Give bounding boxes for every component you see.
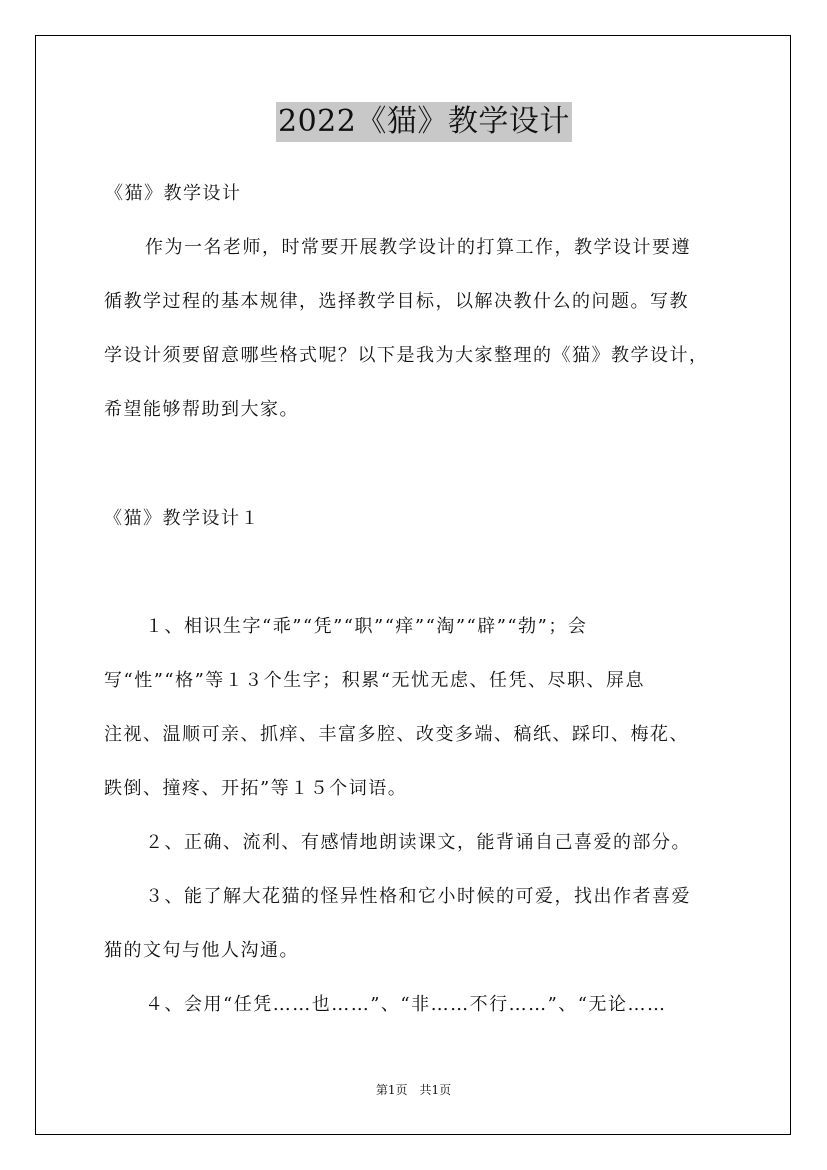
section-heading: 《猫》教学设计１ xyxy=(104,508,260,529)
objective-line: 跌倒、撞疼、开拓”等１５个词语。 xyxy=(104,778,408,799)
objective-line: 注视、温顺可亲、抓痒、丰富多腔、改变多端、稿纸、踩印、梅花、 xyxy=(104,724,689,745)
objective-line: 猫的文句与他人沟通。 xyxy=(104,940,299,961)
objective-line: ２、正确、流利、有感情地朗读课文，能背诵自己喜爱的部分。 xyxy=(145,832,691,853)
intro-line: 希望能够帮助到大家。 xyxy=(104,399,299,420)
subtitle: 《猫》教学设计 xyxy=(105,183,242,204)
objective-line: １、相识生字“乖”“凭”“职”“痒”“淘”“辟”“勃”；会 xyxy=(145,616,588,637)
objective-line: ３、能了解大花猫的怪异性格和它小时候的可爱，找出作者喜爱 xyxy=(145,886,691,907)
intro-line: 学设计须要留意哪些格式呢？以下是我为大家整理的《猫》教学设计， xyxy=(104,345,709,366)
objective-line: ４、会用“任凭……也……”、“非……不行……”、“无论…… xyxy=(145,994,667,1015)
intro-line: 循教学过程的基本规律，选择教学目标，以解决教什么的问题。写教 xyxy=(104,291,689,312)
page-footer: 第1页 共1页 xyxy=(375,1083,452,1097)
document-title: 2022《猫》教学设计 xyxy=(276,102,572,142)
intro-line: 作为一名老师，时常要开展教学设计的打算工作，教学设计要遵 xyxy=(145,237,691,258)
objective-line: 写“性”“格”等１３个生字；积累“无忧无虑、任凭、尽职、屏息 xyxy=(104,670,646,691)
